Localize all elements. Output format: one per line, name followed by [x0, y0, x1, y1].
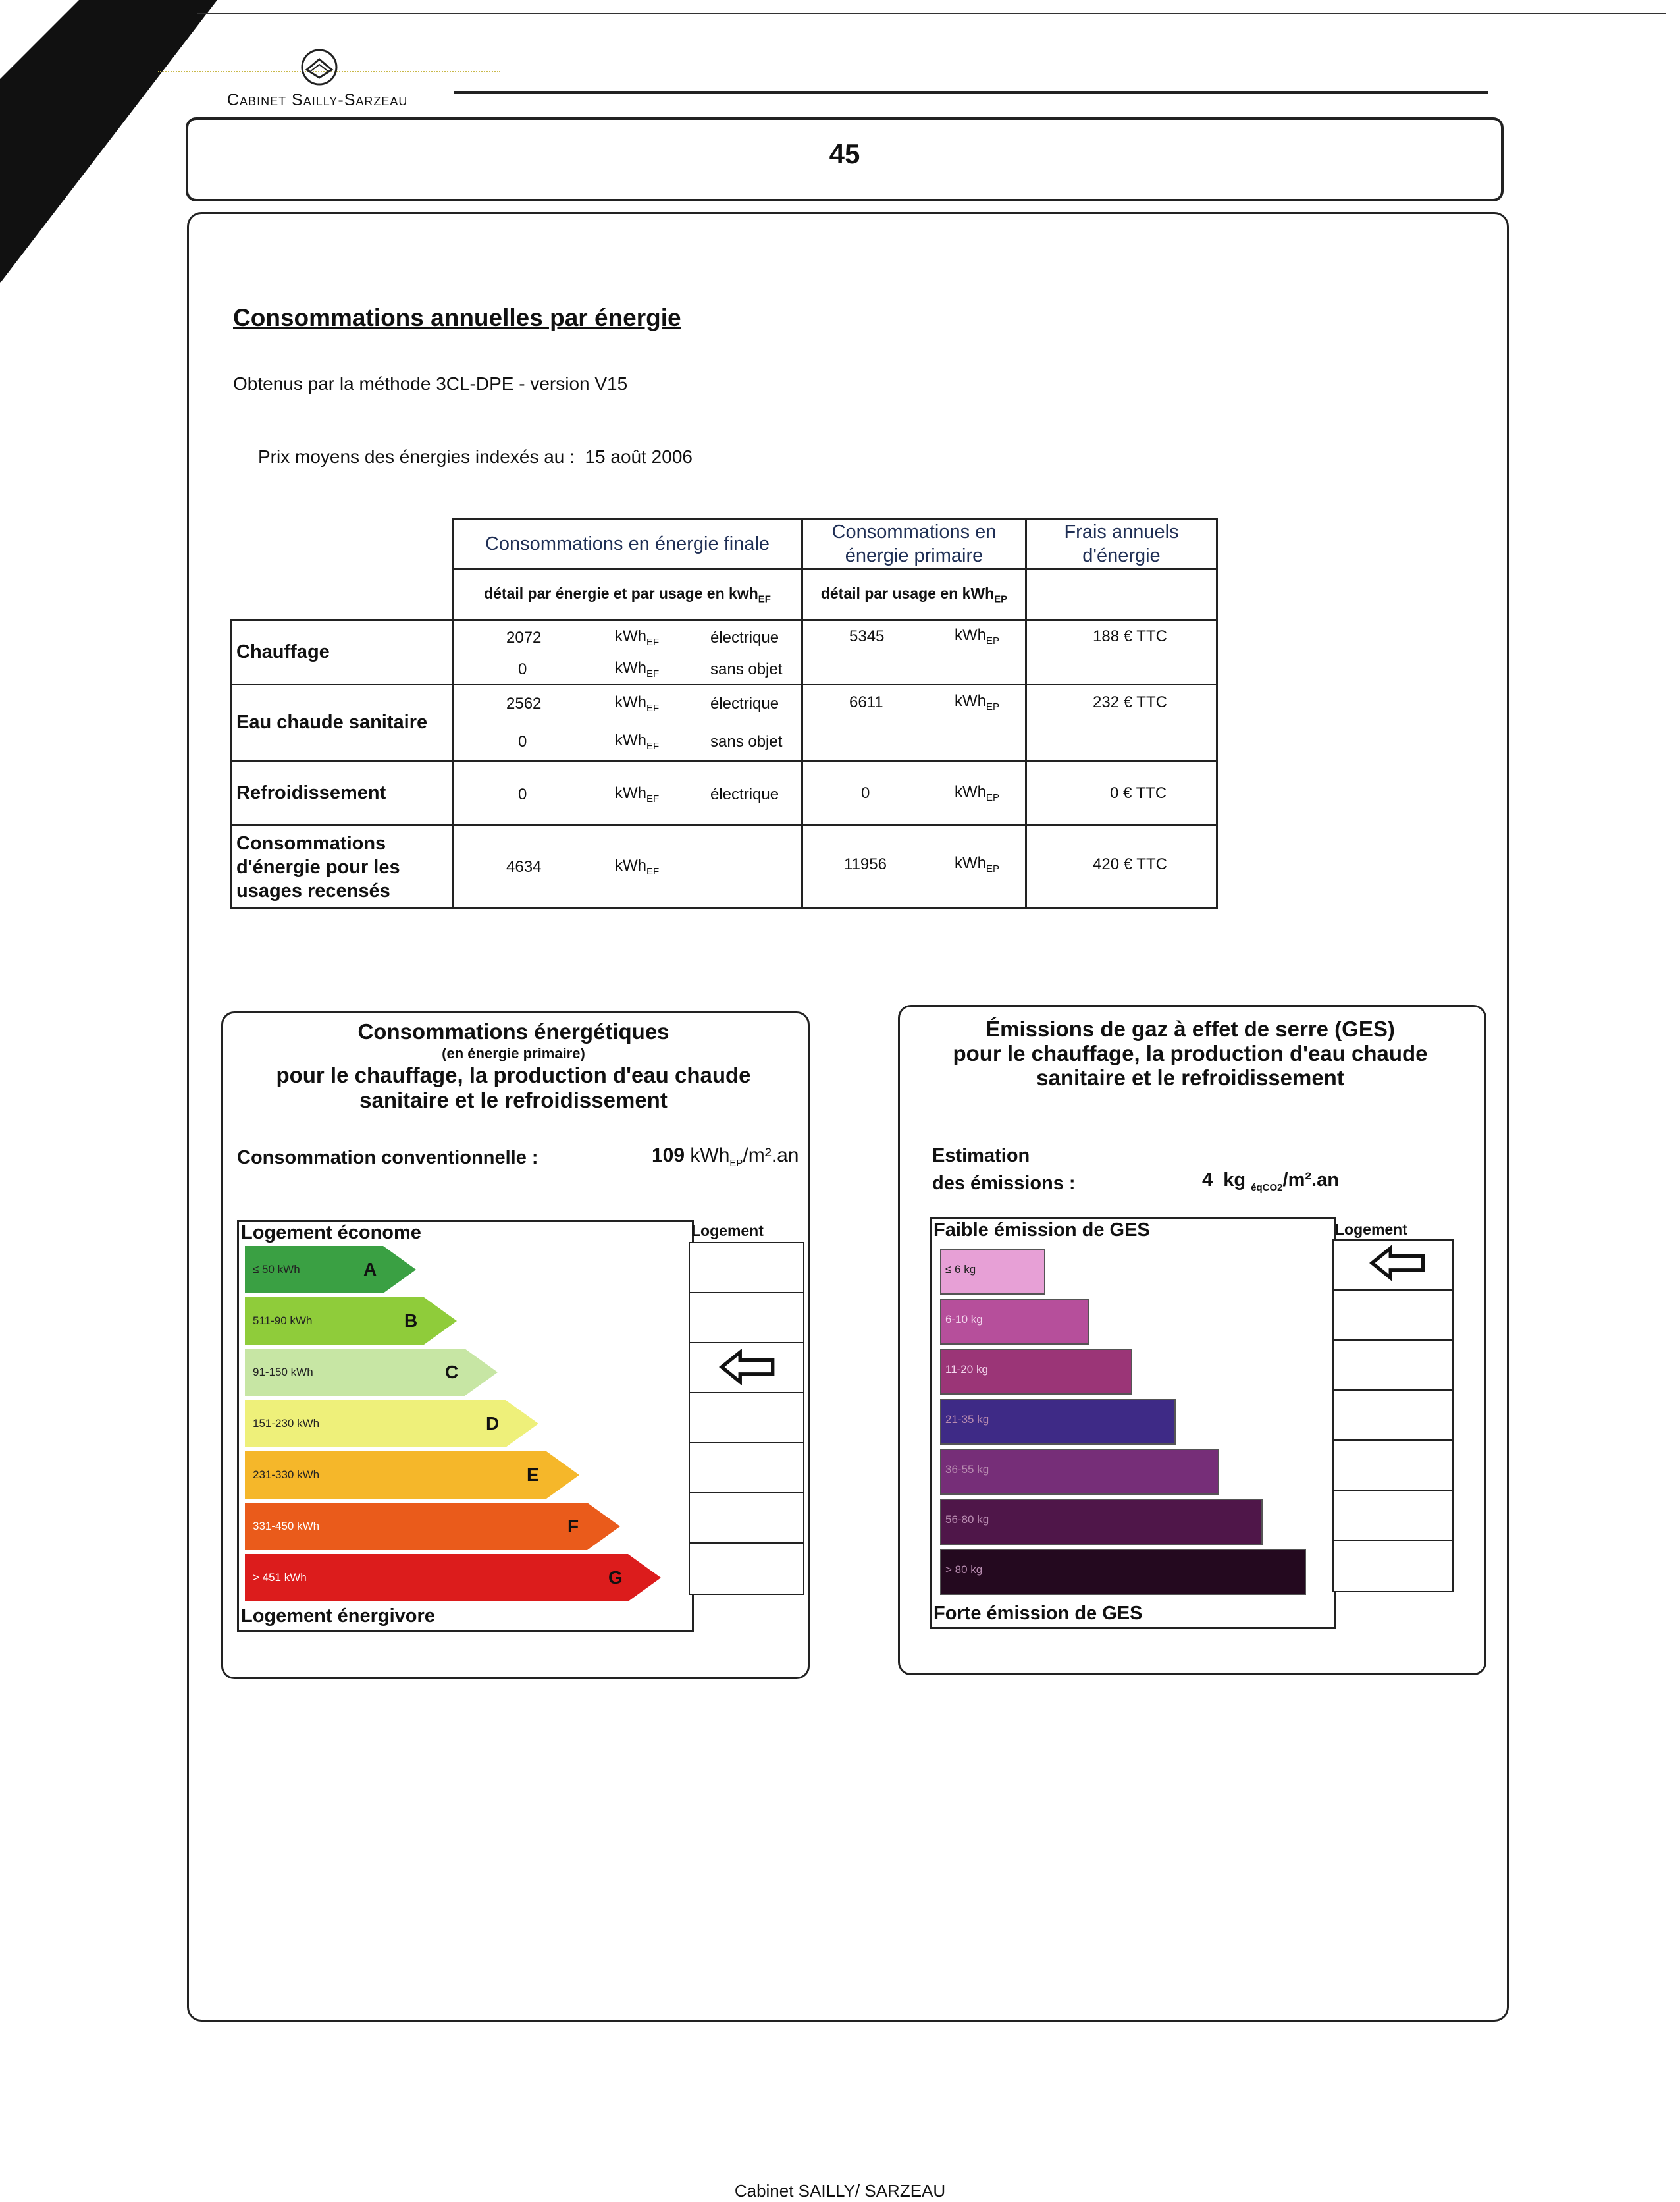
ges-unit-tail: /m².an: [1282, 1169, 1339, 1191]
ges-title-l2: pour le chauffage, la production d'eau chaude: [953, 1041, 1428, 1065]
conso-unit-tail: /m².an: [743, 1144, 799, 1166]
primary-energy-cell: [802, 826, 1026, 909]
conso-unit: kWh: [690, 1144, 730, 1166]
arrow-left-icon: [1369, 1245, 1426, 1281]
header-rule: [454, 91, 1488, 94]
logement-cell: [689, 1442, 804, 1495]
row-label: Chauffage: [232, 620, 453, 685]
logement-cell: [1332, 1540, 1454, 1592]
ef-unit: [615, 784, 659, 805]
ges-band-range: 21-35 kg: [945, 1413, 989, 1426]
subheader-primary-sub: EP: [994, 593, 1008, 605]
cost-cell: [1026, 761, 1217, 826]
ef-unit-main: kWh: [615, 732, 646, 749]
prices-date: 15 août 2006: [585, 446, 693, 467]
subheader-cost-empty: [1026, 570, 1217, 620]
conso-unit-sub: EP: [729, 1158, 743, 1169]
energy-type: électrique: [710, 629, 779, 647]
ges-estimation-l2: des émissions :: [932, 1173, 1076, 1194]
ef-value: 2562: [506, 695, 542, 712]
final-energy-cell: [453, 620, 802, 685]
energy-band-range: 231-330 kWh: [253, 1468, 320, 1481]
ef-value: 0: [518, 786, 527, 803]
ef-unit-main: kWh: [615, 784, 646, 802]
cost-cell: [1026, 620, 1217, 685]
company-logo-icon: [296, 47, 342, 87]
header-final-energy: Consommations en énergie finale: [453, 519, 802, 570]
ep-unit-sub: EP: [986, 701, 1000, 712]
ef-unit-sub: EF: [646, 865, 660, 877]
ges-unit: kg: [1223, 1169, 1246, 1191]
subheader-final: [453, 570, 802, 620]
energy-title-l4: sanitaire et le refroidissement: [359, 1088, 668, 1112]
ges-title-l3: sanitaire et le refroidissement: [1036, 1065, 1344, 1090]
energy-band-range: ≤ 50 kWh: [253, 1263, 300, 1276]
ef-unit-sub: EF: [646, 702, 660, 714]
ef-unit-main: kWh: [615, 628, 646, 645]
cost-value: 232 € TTC: [1093, 693, 1167, 711]
logement-cell: [689, 1242, 804, 1295]
primary-energy-cell: [802, 620, 1026, 685]
table-row: [232, 620, 1217, 685]
ep-unit-main: kWh: [955, 854, 986, 872]
ep-value: 6611: [849, 693, 883, 711]
page-fold-corner: [0, 0, 79, 79]
energy-title-l3: pour le chauffage, la production d'eau chaude: [276, 1063, 751, 1087]
ep-value: 11956: [844, 855, 887, 873]
logement-cell: [1332, 1339, 1454, 1392]
energy-type: électrique: [710, 695, 779, 712]
header-cost-l1: Frais annuels: [1064, 522, 1179, 543]
energy-band-range: 511-90 kWh: [253, 1314, 313, 1327]
row-label: Eau chaude sanitaire: [232, 685, 453, 761]
ef-unit-main: kWh: [615, 857, 646, 874]
footer-text: Cabinet SAILLY/ SARZEAU: [734, 2181, 946, 2201]
subheader-final-sub: EF: [758, 593, 771, 605]
ges-col-header: Logement: [1335, 1221, 1407, 1238]
subheader-final-text: détail par énergie et par usage en kwh: [484, 584, 758, 602]
energy-band-range: 331-450 kWh: [253, 1520, 320, 1532]
header-primary-l2: énergie primaire: [845, 545, 984, 566]
ges-value-line: [1202, 1169, 1339, 1193]
ges-band: [940, 1549, 1306, 1595]
logement-cell: [1332, 1439, 1454, 1492]
ef-unit: [615, 693, 659, 714]
method-text: Obtenus par la méthode 3CL-DPE - version V15: [233, 373, 628, 394]
prices-text: [258, 446, 693, 468]
cost-value: 188 € TTC: [1093, 628, 1167, 645]
header-primary-energy: [802, 519, 1026, 570]
energy-type: sans objet: [710, 733, 783, 751]
ep-unit: [955, 692, 999, 712]
ep-unit: [955, 854, 999, 874]
energy-type: sans objet: [710, 660, 783, 678]
ef-unit: [615, 659, 659, 680]
ep-unit-sub: EP: [986, 635, 1000, 647]
energy-band-letter: E: [527, 1464, 539, 1485]
energy-band-letter: G: [608, 1567, 623, 1588]
row-label-l3: usages recensés: [236, 880, 390, 901]
energy-band-letter: C: [445, 1362, 459, 1382]
cost-cell: [1026, 826, 1217, 909]
cost-cell: [1026, 685, 1217, 761]
energy-band-range: 151-230 kWh: [253, 1417, 320, 1430]
logement-cell: [1332, 1289, 1454, 1342]
energy-band-range: > 451 kWh: [253, 1571, 307, 1584]
subheader-primary-text: détail par usage en kWh: [820, 584, 995, 602]
row-label: [232, 826, 453, 909]
scan-top-edge: [197, 13, 1666, 14]
ges-title-l1: Émissions de gaz à effet de serre (GES): [985, 1017, 1395, 1041]
conso-value-line: [652, 1144, 799, 1169]
conso-value: 109: [652, 1144, 685, 1166]
ep-unit-main: kWh: [955, 626, 986, 644]
ges-estimation-label: [932, 1142, 1076, 1197]
table-row: [232, 685, 1217, 761]
ges-band-range: > 80 kg: [945, 1563, 983, 1576]
row-label-l1: Consommations: [236, 832, 386, 854]
final-energy-cell: [453, 685, 802, 761]
ges-band-range: 56-80 kg: [945, 1513, 989, 1526]
primary-energy-cell: [802, 685, 1026, 761]
ep-value: 0: [861, 784, 870, 802]
header-cost-l2: d'énergie: [1082, 545, 1161, 566]
cost-value: 420 € TTC: [1093, 855, 1167, 873]
header-annual-cost: [1026, 519, 1217, 570]
table-row: [232, 826, 1217, 909]
energy-band-g: [245, 1554, 661, 1601]
ep-unit-sub: EP: [986, 863, 1000, 874]
section-title: Consommations annuelles par énergie: [233, 304, 681, 331]
energy-band-letter: B: [404, 1310, 418, 1331]
ef-unit-main: kWh: [615, 693, 646, 711]
final-energy-cell: [453, 826, 802, 909]
header-primary-l1: Consommations en: [831, 522, 997, 543]
energy-col-header: Logement: [691, 1222, 764, 1239]
logement-cell: [689, 1542, 804, 1595]
ef-value: 0: [518, 733, 527, 751]
logement-cell: [689, 1392, 804, 1445]
ges-panel-title: [898, 1017, 1483, 1090]
conso-label: Consommation conventionnelle :: [237, 1147, 538, 1168]
logement-cell: [1332, 1389, 1454, 1442]
ep-unit-main: kWh: [955, 783, 986, 801]
ges-band-range: ≤ 6 kg: [945, 1263, 976, 1276]
subheader-primary: [802, 570, 1026, 620]
energy-band-range: 91-150 kWh: [253, 1366, 313, 1378]
ges-unit-sub: éqCO2: [1251, 1181, 1283, 1193]
logement-cell: [689, 1492, 804, 1545]
ep-unit-sub: EP: [986, 792, 1000, 803]
ef-unit: [615, 857, 659, 877]
row-label: Refroidissement: [232, 761, 453, 826]
logement-cell: [689, 1292, 804, 1345]
ep-value: 5345: [849, 628, 885, 645]
ef-value: 0: [518, 660, 527, 678]
ef-unit: [615, 732, 659, 752]
ges-value: 4: [1202, 1169, 1213, 1191]
table-row: [232, 761, 1217, 826]
energy-title-l1: Consommations énergétiques: [357, 1019, 669, 1044]
ef-value: 4634: [506, 858, 542, 876]
energy-band-letter: D: [486, 1413, 500, 1434]
ef-unit-sub: EF: [646, 636, 660, 648]
ges-estimation-l1: Estimation: [932, 1145, 1030, 1166]
consumption-table: [230, 518, 1218, 909]
ges-band-range: 6-10 kg: [945, 1313, 983, 1326]
energy-panel-title: [221, 1019, 806, 1113]
energy-top-label: Logement économe: [241, 1222, 421, 1243]
primary-energy-cell: [802, 761, 1026, 826]
energy-bottom-label: Logement énergivore: [241, 1605, 435, 1626]
page-number: 45: [829, 138, 860, 169]
ep-unit: [955, 626, 999, 647]
ef-unit: [615, 628, 659, 648]
ep-unit: [955, 783, 999, 803]
ef-unit-sub: EF: [646, 740, 660, 752]
company-name: Cabinet Sailly-Sarzeau: [227, 91, 408, 109]
ep-unit-main: kWh: [955, 692, 986, 710]
final-energy-cell: [453, 761, 802, 826]
energy-title-l2: (en énergie primaire): [442, 1045, 585, 1061]
prices-label: Prix moyens des énergies indexés au :: [258, 446, 575, 467]
energy-band-letter: A: [363, 1259, 377, 1279]
energy-type: électrique: [710, 786, 779, 803]
ef-unit-sub: EF: [646, 668, 660, 680]
cost-value: 0 € TTC: [1110, 784, 1167, 802]
logement-cell: [1332, 1490, 1454, 1542]
ef-unit-sub: EF: [646, 793, 660, 805]
ges-bottom-label: Forte émission de GES: [933, 1603, 1143, 1624]
ges-top-label: Faible émission de GES: [933, 1220, 1150, 1241]
energy-band-letter: F: [567, 1516, 579, 1536]
ef-value: 2072: [506, 629, 542, 647]
ges-band-range: 11-20 kg: [945, 1363, 988, 1376]
ef-unit-main: kWh: [615, 659, 646, 677]
ges-band-range: 36-55 kg: [945, 1463, 989, 1476]
row-label-l2: d'énergie pour les: [236, 856, 400, 878]
arrow-left-icon: [719, 1349, 775, 1385]
